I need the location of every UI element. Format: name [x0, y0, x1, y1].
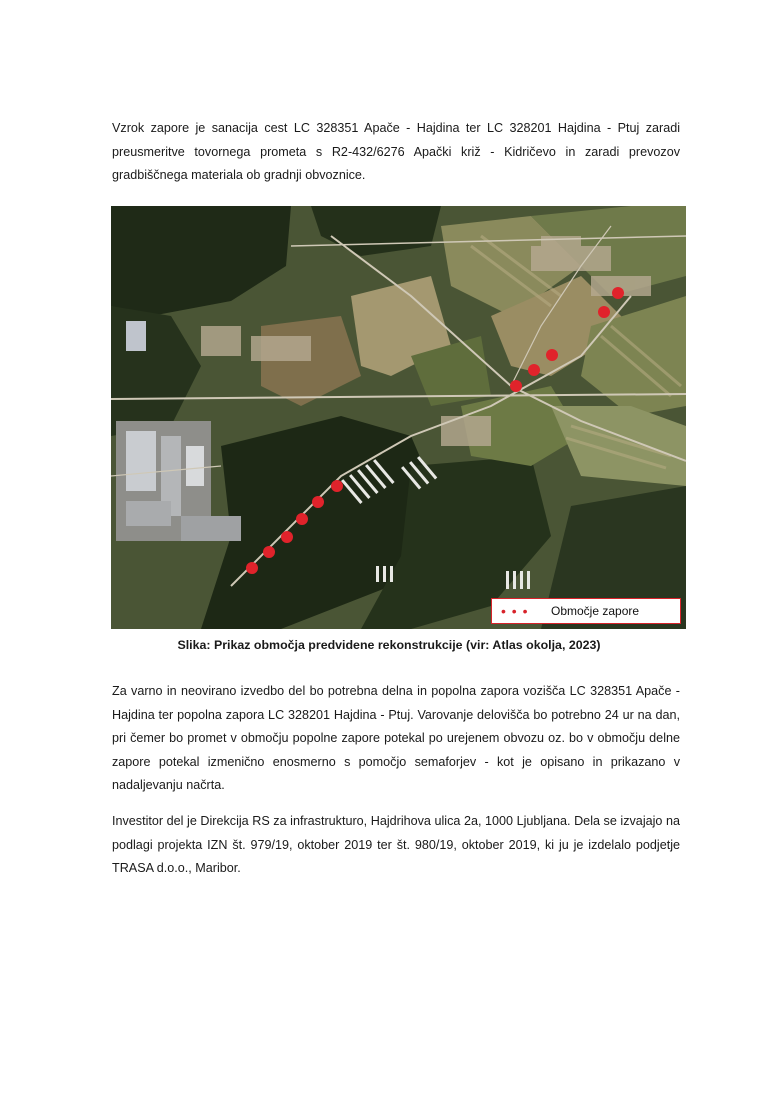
closure-marker	[528, 364, 540, 376]
legend-label: Območje zapore	[551, 604, 640, 618]
aerial-map	[111, 206, 686, 629]
closure-marker	[296, 513, 308, 525]
closure-marker	[612, 287, 624, 299]
closure-marker	[312, 496, 324, 508]
intro-paragraph: Vzrok zapore je sanacija cest LC 328351 Apače - Hajdina ter LC 328201 Hajdina - Ptuj zaradi preusmeritve tovornega prometa s R2-432/6276 Apački križ - Kidričevo in zaradi prevozov gradbiščnega materiala ob gradnji obvoznice.	[112, 121, 680, 182]
investor-paragraph: Investitor del je Direkcija RS za infrastrukturo, Hajdrihova ulica 2a, 1000 Ljubljana. Dela se izvajajo na podlagi projekta IZN št. 979/19, oktober 2019 ter št. 980/19, oktober 2019, ki ju je izdelalo podjetje TRASA d.o.o., Maribor.	[112, 814, 680, 875]
map-legend	[491, 598, 681, 624]
closure-marker	[263, 546, 275, 558]
closure-marker	[510, 380, 522, 392]
aerial-photo	[111, 206, 686, 629]
closure-marker	[546, 349, 558, 361]
legend-marker-icon: • • •	[501, 603, 529, 619]
closure-marker	[598, 306, 610, 318]
closure-marker	[281, 531, 293, 543]
closure-marker	[246, 562, 258, 574]
figure-caption: Slika: Prikaz območja predvidene rekonstrukcije (vir: Atlas okolja, 2023)	[177, 638, 601, 652]
closure-paragraph: Za varno in neovirano izvedbo del bo potrebna delna in popolna zapora vozišča LC 328351 Apače - Hajdina ter popolna zapora LC 328201 Hajdina - Ptuj. Varovanje delovišča bo potrebno 24 ur na dan, pri čemer bo promet v območju popolne zapore potekal po urejenem obvozu oz. bo v območju delne zapore potekal izmenično enosmerno s pomočjo semaforjev - kot je opisano in prikazano v nadaljevanju načrta.	[112, 684, 680, 792]
closure-marker	[331, 480, 343, 492]
